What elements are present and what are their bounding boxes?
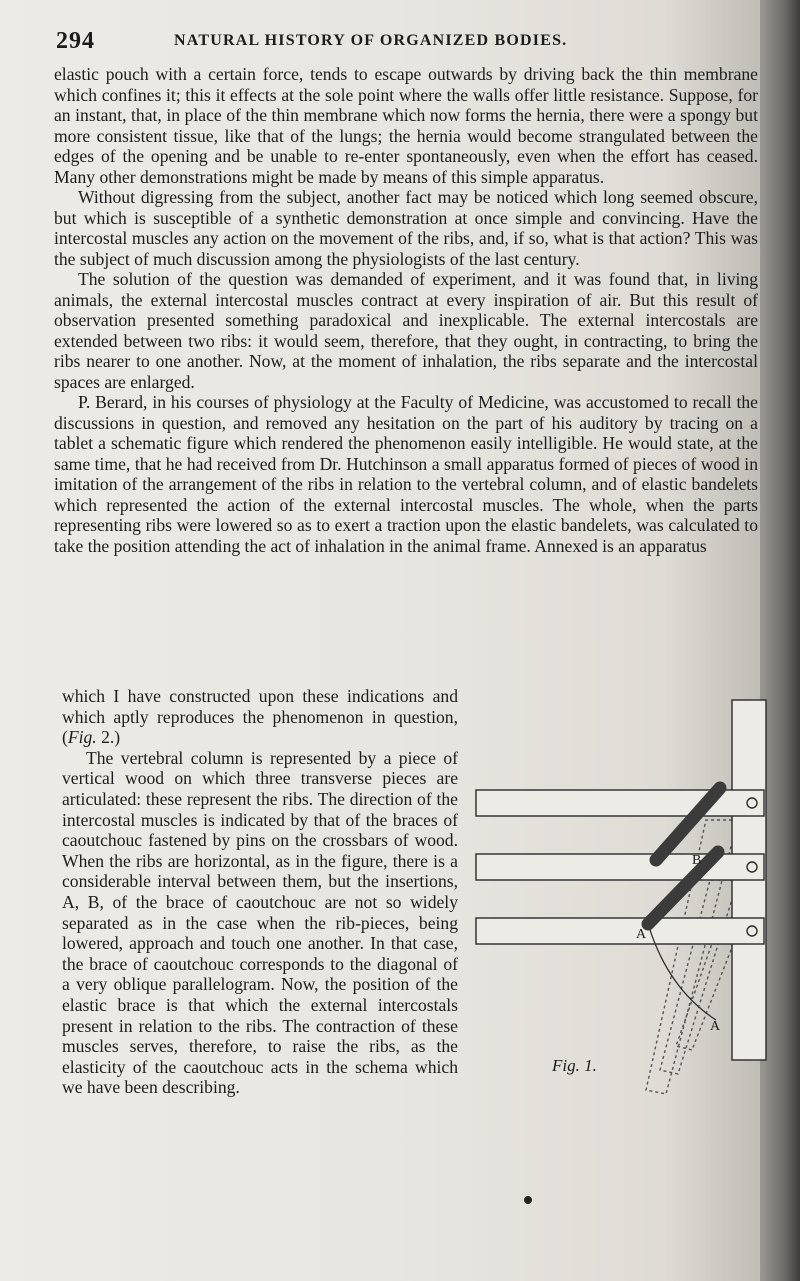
label-a-bottom: A [710, 1019, 721, 1034]
rib-apparatus-figure [470, 690, 770, 1150]
paragraph-continuation: elastic pouch with a certain force, tends to escape outwards by driving back the thin membrane which confines it; this it effects at the sole point where the walls offer little resistance. Suppose, for an instant, that, in place of the thin membrane which now forms the hernia, there were a spongy but more consistent tissue, like that of the lungs; the hernia would become strangulated between the edges of the opening and be unable to re-enter spontaneously, even when the effort has ceased. Many other demonstrations might be made by means of this simple apparatus. [54, 64, 758, 187]
figure-ref-label: Fig. [67, 727, 97, 748]
paragraph-vertebral-column: The vertebral column is represented by a piece of vertical wood on which three transverse pieces are articulated: these represent the ribs. The direction of the intercostal muscles is indicated by that of the braces of caoutchouc fastened by pins on the crossbars of wood. When the ribs are horizontal, as in the figure, there is a considerable interval between them, but the insertions, A, B, of the brace of caoutchouc are not so widely separated as in the case when the rib-pieces, being lowered, approach and touch one another. In that case, the brace of caoutchouc corresponds to the diagonal of a very oblique parallelogram. Now, the position of the elastic brace is that which the external intercostals present in relation to the ribs. The contraction of these muscles serves, therefore, to raise the ribs, as the elasticity of the caoutchouc acts in the schema which we have been describing. [62, 747, 458, 1098]
figure-caption: Fig. 1. [552, 1056, 597, 1075]
paragraph-berard: P. Berard, in his courses of physiology at the Faculty of Medicine, was accustomed to recall the discussions in question, and removed any hesitation on the part of his auditory by tracing on a tablet a schematic figure which rendered the phenomenon easily intelligible. He would state, at the same time, that he had received from Dr. Hutchinson a small apparatus formed of pieces of wood in imitation of the arrangement of the ribs in relation to the vertebral column, and of elastic bandelets which represented the action of the external intercostal muscles. The whole, when the parts representing ribs were lowered so as to exert a traction upon the elastic bandelets, was calculated to take the position attending the act of inhalation in the animal frame. Annexed is an apparatus [54, 392, 758, 556]
apparatus-text: which I have constructed upon these indications and which aptly reproduces the phenomenon in question, [62, 686, 458, 727]
label-a-top: A [636, 927, 647, 942]
figure-ref-number: 2.) [96, 727, 121, 748]
ink-mark [524, 1196, 532, 1204]
rib-bottom [476, 918, 764, 944]
running-head: NATURAL HISTORY OF ORGANIZED BODIES. [174, 32, 568, 49]
label-b: B [692, 853, 702, 868]
page-number: 294 [56, 28, 95, 54]
page-header [56, 28, 746, 58]
paragraph-intercostal-question: Without digressing from the subject, another fact may be noticed which long seemed obscure, but which is susceptible of a synthetic demonstration at once simple and convincing. Have the intercostal muscles any action on the movement of the ribs, and, if so, what is that action? This was the subject of much discussion among the physiologists of the last century. [54, 187, 758, 269]
paragraph-experiment: The solution of the question was demanded of experiment, and it was found that, in living animals, the external intercostal muscles contract at every inspiration of air. But this result of observation presented something paradoxical and inexplicable. The external intercostals are extended between two ribs: it would seem, therefore, that they ought, in contracting, to bring the ribs nearer to one another. Now, at the moment of inhalation, the ribs separate and the intercostal spaces are enlarged. [54, 269, 758, 392]
column-text [62, 686, 458, 1098]
paragraph-apparatus [62, 686, 458, 748]
body-text [54, 64, 758, 556]
figure-ref-open: ( [62, 727, 68, 748]
